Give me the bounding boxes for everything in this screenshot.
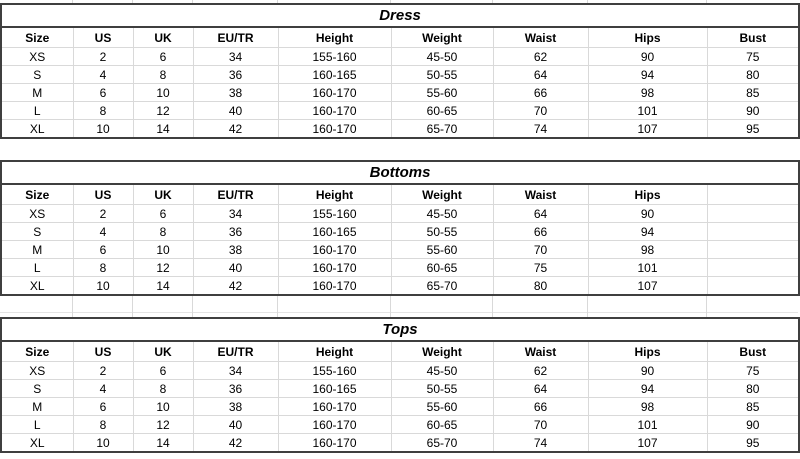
value-cell: 98 bbox=[588, 398, 707, 416]
value-cell: 14 bbox=[133, 277, 193, 296]
value-cell: 160-170 bbox=[278, 277, 391, 296]
value-cell: 75 bbox=[707, 48, 799, 66]
value-cell: 45-50 bbox=[391, 205, 493, 223]
value-cell: 90 bbox=[588, 362, 707, 380]
column-header: Hips bbox=[588, 27, 707, 48]
size-cell: L bbox=[1, 259, 73, 277]
column-header: EU/TR bbox=[193, 341, 278, 362]
value-cell: 74 bbox=[493, 120, 588, 139]
value-cell: 34 bbox=[193, 362, 278, 380]
value-cell: 160-165 bbox=[278, 223, 391, 241]
value-cell: 160-170 bbox=[278, 84, 391, 102]
value-cell: 160-170 bbox=[278, 102, 391, 120]
column-gridline-stub bbox=[192, 296, 193, 317]
table-row bbox=[1, 362, 799, 380]
value-cell: 107 bbox=[588, 434, 707, 453]
value-cell: 12 bbox=[133, 102, 193, 120]
tops-size-table bbox=[0, 317, 800, 453]
column-gridline-stub bbox=[706, 0, 707, 3]
value-cell: 66 bbox=[493, 84, 588, 102]
value-cell: 101 bbox=[588, 416, 707, 434]
value-cell: 64 bbox=[493, 380, 588, 398]
table-row bbox=[1, 48, 799, 66]
value-cell: 60-65 bbox=[391, 102, 493, 120]
value-cell: 160-170 bbox=[278, 241, 391, 259]
table-title: Tops bbox=[1, 318, 799, 341]
size-cell: S bbox=[1, 66, 73, 84]
column-gridline-stub bbox=[277, 296, 278, 317]
size-cell: M bbox=[1, 84, 73, 102]
value-cell: 36 bbox=[193, 66, 278, 84]
row-gridline bbox=[0, 312, 798, 313]
column-header: US bbox=[73, 341, 133, 362]
column-gridline-stub bbox=[492, 296, 493, 317]
value-cell: 160-170 bbox=[278, 434, 391, 453]
value-cell: 42 bbox=[193, 120, 278, 139]
value-cell: 50-55 bbox=[391, 223, 493, 241]
value-cell bbox=[707, 241, 799, 259]
size-cell: S bbox=[1, 380, 73, 398]
value-cell: 6 bbox=[133, 48, 193, 66]
value-cell: 40 bbox=[193, 416, 278, 434]
column-header: Bust bbox=[707, 27, 799, 48]
column-header: Waist bbox=[493, 341, 588, 362]
column-gridline-stub bbox=[277, 0, 278, 3]
column-header: UK bbox=[133, 27, 193, 48]
size-cell: S bbox=[1, 223, 73, 241]
value-cell: 55-60 bbox=[391, 398, 493, 416]
column-header: EU/TR bbox=[193, 27, 278, 48]
value-cell: 14 bbox=[133, 434, 193, 453]
column-header bbox=[707, 184, 799, 205]
column-gridline-stub bbox=[492, 0, 493, 3]
value-cell: 60-65 bbox=[391, 416, 493, 434]
value-cell: 4 bbox=[73, 66, 133, 84]
value-cell: 8 bbox=[133, 380, 193, 398]
value-cell: 98 bbox=[588, 241, 707, 259]
value-cell: 10 bbox=[133, 241, 193, 259]
column-gridline-stub bbox=[390, 0, 391, 3]
column-header-row bbox=[1, 341, 799, 362]
value-cell: 95 bbox=[707, 434, 799, 453]
value-cell: 12 bbox=[133, 259, 193, 277]
table-row bbox=[1, 223, 799, 241]
table-row bbox=[1, 277, 799, 296]
size-cell: M bbox=[1, 398, 73, 416]
column-header-row bbox=[1, 27, 799, 48]
value-cell: 94 bbox=[588, 380, 707, 398]
value-cell: 34 bbox=[193, 205, 278, 223]
column-header: UK bbox=[133, 184, 193, 205]
value-cell: 90 bbox=[588, 48, 707, 66]
value-cell bbox=[707, 277, 799, 296]
column-gridline-stub bbox=[72, 296, 73, 317]
dress-size-table bbox=[0, 3, 800, 139]
value-cell: 62 bbox=[493, 362, 588, 380]
value-cell: 94 bbox=[588, 66, 707, 84]
value-cell: 40 bbox=[193, 102, 278, 120]
size-cell: XL bbox=[1, 277, 73, 296]
column-header: Size bbox=[1, 341, 73, 362]
value-cell: 62 bbox=[493, 48, 588, 66]
value-cell: 55-60 bbox=[391, 84, 493, 102]
value-cell: 90 bbox=[707, 102, 799, 120]
value-cell: 90 bbox=[588, 205, 707, 223]
value-cell: 94 bbox=[588, 223, 707, 241]
size-cell: XS bbox=[1, 205, 73, 223]
column-header: Height bbox=[278, 27, 391, 48]
size-cell: XS bbox=[1, 362, 73, 380]
value-cell: 6 bbox=[133, 362, 193, 380]
value-cell: 10 bbox=[133, 398, 193, 416]
column-header: Height bbox=[278, 341, 391, 362]
value-cell: 85 bbox=[707, 84, 799, 102]
value-cell: 90 bbox=[707, 416, 799, 434]
value-cell: 10 bbox=[73, 277, 133, 296]
table-title: Dress bbox=[1, 4, 799, 27]
value-cell: 160-170 bbox=[278, 120, 391, 139]
value-cell: 40 bbox=[193, 259, 278, 277]
value-cell: 80 bbox=[707, 380, 799, 398]
value-cell: 70 bbox=[493, 102, 588, 120]
column-header: Size bbox=[1, 184, 73, 205]
value-cell: 75 bbox=[493, 259, 588, 277]
column-header: US bbox=[73, 184, 133, 205]
value-cell: 75 bbox=[707, 362, 799, 380]
value-cell: 6 bbox=[73, 241, 133, 259]
column-header: Weight bbox=[391, 184, 493, 205]
value-cell: 6 bbox=[133, 205, 193, 223]
value-cell bbox=[707, 259, 799, 277]
value-cell bbox=[707, 223, 799, 241]
table-gap bbox=[0, 139, 798, 160]
table-row bbox=[1, 241, 799, 259]
value-cell: 64 bbox=[493, 205, 588, 223]
table-row bbox=[1, 380, 799, 398]
table-row bbox=[1, 434, 799, 453]
value-cell: 64 bbox=[493, 66, 588, 84]
value-cell: 10 bbox=[133, 84, 193, 102]
value-cell: 50-55 bbox=[391, 380, 493, 398]
table-gap-with-gridlines bbox=[0, 296, 798, 317]
column-header: Size bbox=[1, 27, 73, 48]
column-gridline-stub bbox=[132, 296, 133, 317]
table-row bbox=[1, 416, 799, 434]
value-cell: 65-70 bbox=[391, 120, 493, 139]
value-cell: 60-65 bbox=[391, 259, 493, 277]
table-title-row bbox=[1, 4, 799, 27]
value-cell: 55-60 bbox=[391, 241, 493, 259]
column-gridline-stub bbox=[390, 296, 391, 317]
value-cell: 45-50 bbox=[391, 362, 493, 380]
size-cell: L bbox=[1, 416, 73, 434]
value-cell: 160-170 bbox=[278, 398, 391, 416]
column-header: Bust bbox=[707, 341, 799, 362]
column-header: UK bbox=[133, 341, 193, 362]
value-cell: 8 bbox=[133, 66, 193, 84]
value-cell: 36 bbox=[193, 223, 278, 241]
column-gridline-stub bbox=[192, 0, 193, 3]
value-cell: 160-165 bbox=[278, 66, 391, 84]
value-cell: 50-55 bbox=[391, 66, 493, 84]
value-cell: 155-160 bbox=[278, 48, 391, 66]
table-title-row bbox=[1, 161, 799, 184]
value-cell: 2 bbox=[73, 362, 133, 380]
value-cell: 101 bbox=[588, 259, 707, 277]
column-gridline-stub bbox=[72, 0, 73, 3]
column-gridline-stub bbox=[587, 296, 588, 317]
size-cell: M bbox=[1, 241, 73, 259]
value-cell: 155-160 bbox=[278, 205, 391, 223]
column-header: Waist bbox=[493, 184, 588, 205]
value-cell: 4 bbox=[73, 223, 133, 241]
column-gridline-stub bbox=[706, 296, 707, 317]
value-cell: 8 bbox=[73, 259, 133, 277]
top-gridline-stubs bbox=[0, 0, 798, 3]
value-cell: 42 bbox=[193, 434, 278, 453]
column-header: Hips bbox=[588, 184, 707, 205]
value-cell: 34 bbox=[193, 48, 278, 66]
value-cell: 14 bbox=[133, 120, 193, 139]
column-gridline-stub bbox=[587, 0, 588, 3]
value-cell: 101 bbox=[588, 102, 707, 120]
value-cell: 107 bbox=[588, 277, 707, 296]
table-row bbox=[1, 102, 799, 120]
value-cell: 80 bbox=[493, 277, 588, 296]
value-cell: 45-50 bbox=[391, 48, 493, 66]
column-header: Height bbox=[278, 184, 391, 205]
value-cell: 85 bbox=[707, 398, 799, 416]
column-header: Waist bbox=[493, 27, 588, 48]
column-header: US bbox=[73, 27, 133, 48]
value-cell: 6 bbox=[73, 398, 133, 416]
value-cell: 38 bbox=[193, 398, 278, 416]
value-cell: 42 bbox=[193, 277, 278, 296]
value-cell: 65-70 bbox=[391, 434, 493, 453]
value-cell: 70 bbox=[493, 416, 588, 434]
value-cell: 95 bbox=[707, 120, 799, 139]
column-header: Weight bbox=[391, 341, 493, 362]
value-cell: 66 bbox=[493, 223, 588, 241]
column-header-row bbox=[1, 184, 799, 205]
table-title-row bbox=[1, 318, 799, 341]
column-header: Weight bbox=[391, 27, 493, 48]
table-row bbox=[1, 84, 799, 102]
table-row bbox=[1, 66, 799, 84]
value-cell: 36 bbox=[193, 380, 278, 398]
table-title: Bottoms bbox=[1, 161, 799, 184]
value-cell: 160-170 bbox=[278, 259, 391, 277]
value-cell: 4 bbox=[73, 380, 133, 398]
value-cell: 160-170 bbox=[278, 416, 391, 434]
value-cell: 160-165 bbox=[278, 380, 391, 398]
bottoms-size-table bbox=[0, 160, 800, 296]
value-cell: 12 bbox=[133, 416, 193, 434]
value-cell: 6 bbox=[73, 84, 133, 102]
table-row bbox=[1, 259, 799, 277]
value-cell: 8 bbox=[73, 102, 133, 120]
value-cell: 74 bbox=[493, 434, 588, 453]
value-cell: 2 bbox=[73, 48, 133, 66]
column-header: EU/TR bbox=[193, 184, 278, 205]
size-cell: XL bbox=[1, 120, 73, 139]
size-cell: XL bbox=[1, 434, 73, 453]
value-cell: 70 bbox=[493, 241, 588, 259]
value-cell: 98 bbox=[588, 84, 707, 102]
size-cell: XS bbox=[1, 48, 73, 66]
value-cell: 155-160 bbox=[278, 362, 391, 380]
value-cell: 8 bbox=[133, 223, 193, 241]
value-cell: 65-70 bbox=[391, 277, 493, 296]
table-row bbox=[1, 120, 799, 139]
table-row bbox=[1, 398, 799, 416]
size-cell: L bbox=[1, 102, 73, 120]
value-cell: 66 bbox=[493, 398, 588, 416]
value-cell: 38 bbox=[193, 84, 278, 102]
value-cell bbox=[707, 205, 799, 223]
column-gridline-stub bbox=[132, 0, 133, 3]
value-cell: 2 bbox=[73, 205, 133, 223]
value-cell: 10 bbox=[73, 120, 133, 139]
value-cell: 8 bbox=[73, 416, 133, 434]
column-header: Hips bbox=[588, 341, 707, 362]
value-cell: 107 bbox=[588, 120, 707, 139]
table-row bbox=[1, 205, 799, 223]
value-cell: 10 bbox=[73, 434, 133, 453]
value-cell: 38 bbox=[193, 241, 278, 259]
value-cell: 80 bbox=[707, 66, 799, 84]
